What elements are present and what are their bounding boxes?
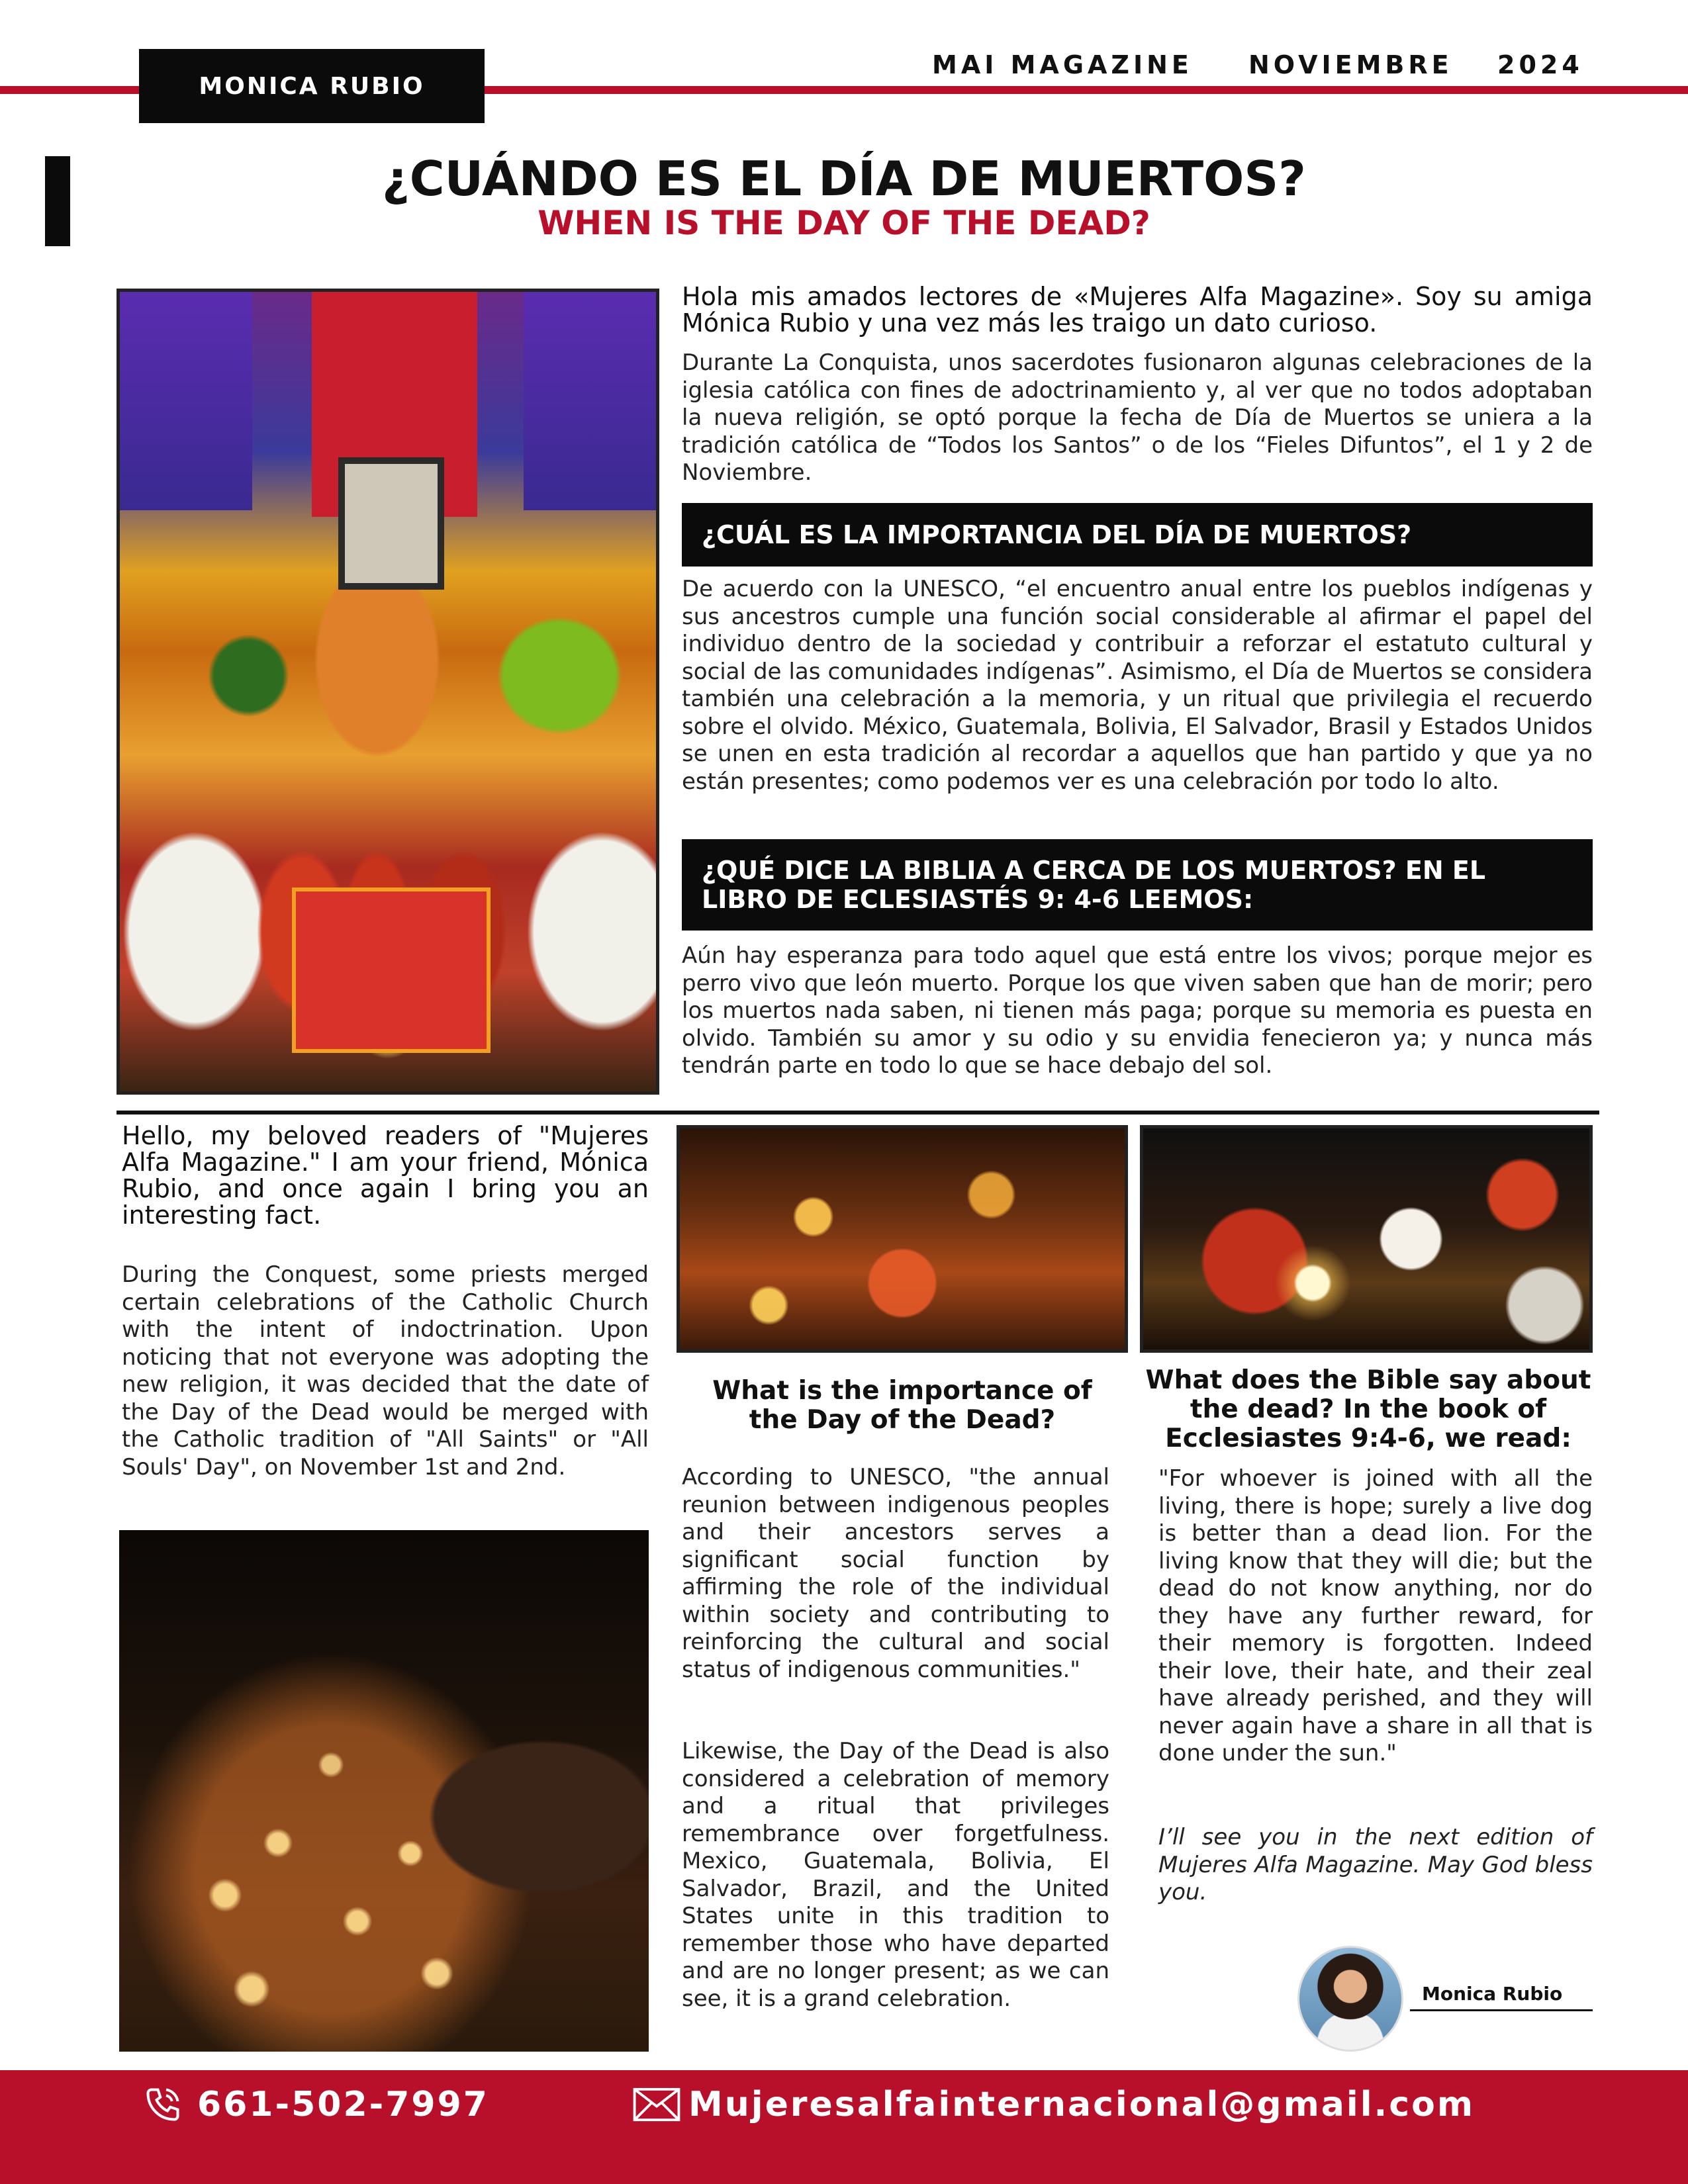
- heading-importance-es-text: ¿CUÁL ES LA IMPORTANCIA DEL DÍA DE MUERTOS?: [702, 520, 1412, 549]
- spanish-importance: De acuerdo con la UNESCO, “el encuentro anual entre los pueblos indígenas y sus ancestros cumple una función social considerable al afirmar el papel del individuo dentro de la sociedad y contribuir a reforzar el estatuto cultural y social de las comunidades indígenas”. Asimismo, el Día de Muertos se considera también una celebración a la memoria, y un ritual que privilegia el recuerdo sobre el olvido. México, Guatemala, Bolivia, El Salvador, Brasil y Estados Unidos se unen en esta tradición al recordar a aquellos que han partido y que ya no están presentes; como podemos ver es una celebración por todo lo alto.: [682, 576, 1593, 795]
- english-conquest: During the Conquest, some priests merged certain celebrations of the Catholic Church with the intent of indoctrination. Upon noticing that not everyone was adopting the new religion, it was decided that the date of the Day of the Dead would be merged with the Catholic tradition of "All Saints" or "All Souls' Day", on November 1st and 2nd.: [122, 1261, 649, 1480]
- footer-phone-text: 661-502-7997: [197, 2085, 489, 2124]
- section-divider: [117, 1111, 1599, 1115]
- signature-line: [1410, 2009, 1593, 2011]
- skull-altar-photo: [1140, 1125, 1593, 1353]
- heading-bible-en: What does the Bible say about the dead? In the book of Ecclesiastes 9:4-6, we read:: [1145, 1365, 1591, 1453]
- mail-icon: [633, 2085, 680, 2124]
- phone-icon: [143, 2085, 183, 2124]
- heading-bible-es: [682, 839, 1593, 931]
- footer-phone[interactable]: [143, 2078, 489, 2131]
- spanish-bible: Aún hay esperanza para todo aquel que está entre los vivos; porque mejor es perro vivo que león muerto. Porque los que viven saben que han de morir; pero los muertos nada saben, ni tienen más paga; porque su memoria es puesta en olvido. También su amor y su odio y su envidia fenecieron ya; y nunca más tendrán parte en todo lo que se hace debajo del sol.: [682, 942, 1593, 1079]
- heading-bible-es-text: ¿QUÉ DICE LA BIBLIA A CERCA DE LOS MUERTOS? EN EL LIBRO DE ECLESIASTÉS 9: 4-6 LEEMOS:: [702, 856, 1486, 914]
- issue-month: NOVIEMBRE: [1248, 50, 1453, 79]
- english-closing: I’ll see you in the next edition of Mujeres Alfa Magazine. May God bless you.: [1158, 1824, 1593, 1905]
- magazine-name: MAI MAGAZINE: [932, 50, 1193, 79]
- curtain-right: [524, 292, 656, 510]
- heading-importance-es: [682, 503, 1593, 567]
- footer-email-text: Mujeresalfainternacional@gmail.com: [688, 2085, 1476, 2124]
- candles-photo: [119, 1530, 649, 2052]
- altar-lights-photo: [677, 1125, 1128, 1353]
- author-avatar: [1297, 1946, 1403, 2052]
- issue-year: 2024: [1497, 50, 1583, 79]
- heading-importance-en: What is the importance of the Day of the Dead?: [712, 1376, 1092, 1435]
- english-importance-1: According to UNESCO, "the annual reunion between indigenous peoples and their ancestors serves a significant social function by affirming the role of the individual within society and contributing to reinforcing the cultural and social status of indigenous communities.": [682, 1464, 1109, 1683]
- author-label: MONICA RUBIO: [139, 49, 485, 123]
- spanish-intro: Hola mis amados lectores de «Mujeres Alfa Magazine». Soy su amiga Mónica Rubio y una vez más les traigo un dato curioso.: [682, 282, 1593, 338]
- english-importance-2: Likewise, the Day of the Dead is also considered a celebration of memory and a ritual that privileges remembrance over forgetfulness. Mexico, Guatemala, Bolivia, El Salvador, Brazil, and the United States unite in this tradition to remember those who have departed and are no longer present; as we can see, it is a grand celebration.: [682, 1738, 1109, 2012]
- curtain-left: [120, 292, 252, 510]
- signature-name: Monica Rubio: [1422, 1983, 1563, 2005]
- spanish-conquista: Durante La Conquista, unos sacerdotes fusionaron algunas celebraciones de la iglesia católica con fines de adoctrinamiento y, al ver que no todos adoptaban la nueva religión, se optó porque la fecha de Día de Muertos se uniera a la tradición católica de “Todos los Santos” o de los “Fieles Difuntos”, el 1 y 2 de Noviembre.: [682, 349, 1593, 486]
- page-title: ¿CUÁNDO ES EL DÍA DE MUERTOS?: [382, 151, 1306, 206]
- portrait-frame: [338, 457, 444, 590]
- footer-email[interactable]: [633, 2078, 1475, 2131]
- papel-picado: [292, 887, 491, 1053]
- english-intro: Hello, my beloved readers of "Mujeres Alfa Magazine." I am your friend, Mónica Rubio, and once again I bring you an interesting fact.: [122, 1121, 649, 1230]
- page-subtitle: WHEN IS THE DAY OF THE DEAD?: [538, 204, 1150, 242]
- english-bible: "For whoever is joined with all the living, there is hope; surely a live dog is better than a dead lion. For the living know that they will die; but the dead do not know anything, nor do they have any further reward, for their memory is forgotten. Indeed their love, their hate, and their zeal have already perished, and they will never again have a share in all that is done under the sun.": [1158, 1465, 1593, 1766]
- altar-photo: [117, 289, 659, 1095]
